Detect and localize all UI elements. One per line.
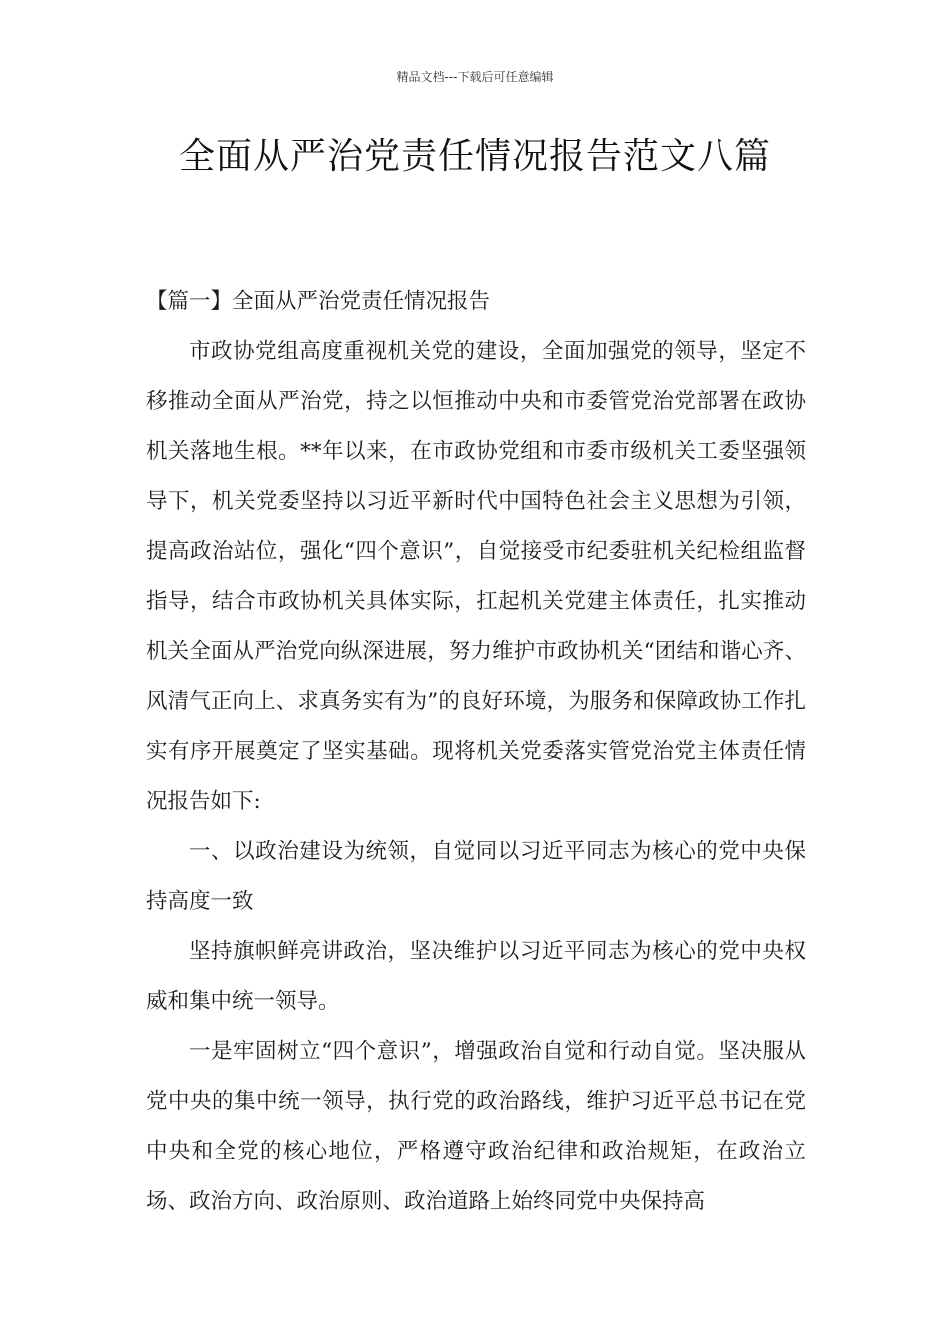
document-title: 全面从严治党责任情况报告范文八篇: [178, 136, 771, 177]
section-heading: 【篇一】全面从严治党责任情况报告: [146, 289, 491, 314]
paragraph-politics: 坚持旗帜鲜亮讲政治，坚决维护以习近平同志为核心的党中央权威和集中统一领导。: [146, 939, 806, 1014]
paragraph-awareness: 一是牢固树立“四个意识”，增强政治自觉和行动自觉。坚决服从党中央的集中统一领导，执行党的政治路线，维护习近平总书记在党中央和全党的核心地位，严格遵守政治纪律和政治规矩，在政治立场、政治方向、政治原则、政治道路上始终同党中央保持高: [146, 1039, 806, 1214]
document-body: [146, 277, 806, 1227]
header-note: 精品文档---下载后可任意编辑: [396, 70, 554, 84]
paragraph-heading-one: 一、以政治建设为统领，自觉同以习近平同志为核心的党中央保持高度一致: [146, 839, 806, 914]
paragraph-intro: 市政协党组高度重视机关党的建设，全面加强党的领导，坚定不移推动全面从严治党，持之以恒推动中央和市委管党治党部署在政协机关落地生根。**年以来，在市政协党组和市委市级机关工委坚强领导下，机关党委坚持以习近平新时代中国特色社会主义思想为引领，提高政治站位，强化“四个意识”，自觉接受市纪委驻机关纪检组监督指导，结合市政协机关具体实际，扛起机关党建主体责任，扎实推动机关全面从严治党向纵深进展，努力维护市政协机关“团结和谐心齐、风清气正向上、求真务实有为”的良好环境，为服务和保障政协工作扎实有序开展奠定了坚实基础。现将机关党委落实管党治党主体责任情况报告如下:: [146, 339, 806, 814]
